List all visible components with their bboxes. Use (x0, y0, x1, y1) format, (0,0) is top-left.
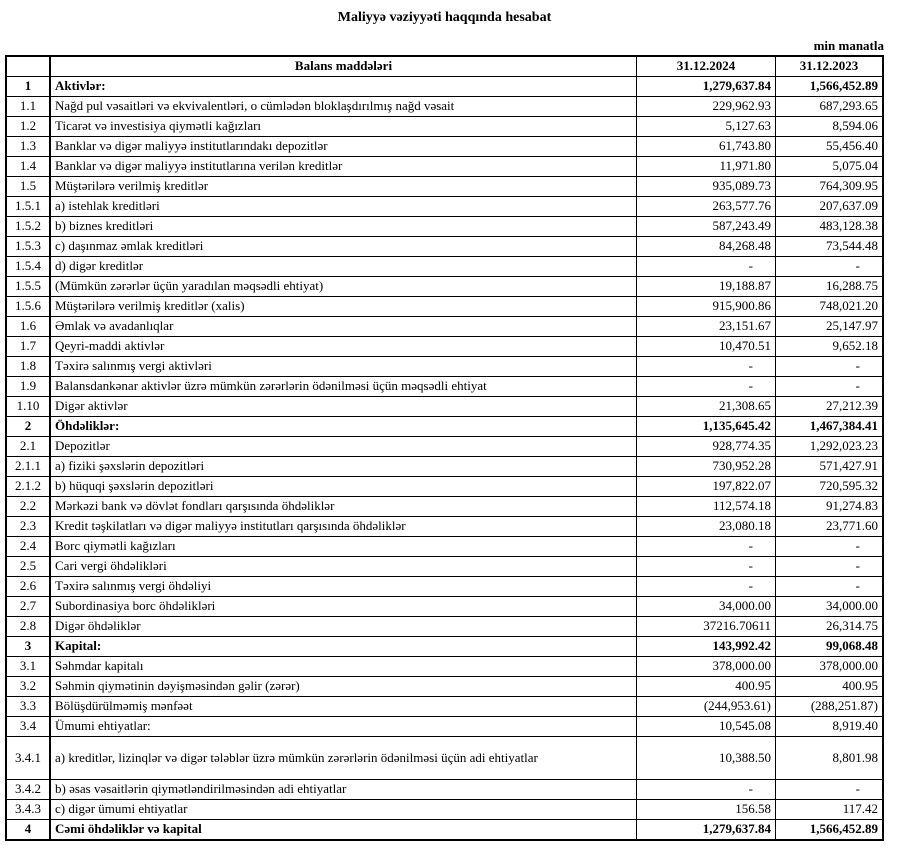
row-value-2024: 928,774.35 (637, 437, 776, 457)
row-value-2023: 27,212.39 (776, 397, 884, 417)
header-balance-items: Balans maddələri (50, 56, 637, 77)
row-value-2024: - (637, 557, 776, 577)
row-value-2024: 400.95 (637, 677, 776, 697)
table-row (6, 497, 883, 517)
table-row (6, 697, 883, 717)
row-label: b) əsas vəsaitlərin qiymətləndirilməsindən adi ehtiyatlar (50, 780, 637, 800)
row-value-2023: 9,652.18 (776, 337, 884, 357)
unit-note: min manatla (813, 38, 884, 53)
row-value-2024: 61,743.80 (637, 137, 776, 157)
row-number: 1.5.2 (6, 217, 50, 237)
row-label: Mərkəzi bank və dövlət fondları qarşısında öhdəliklər (50, 497, 637, 517)
row-value-2023: 99,068.48 (776, 637, 884, 657)
row-value-2023: 1,566,452.89 (776, 820, 884, 841)
table-row (6, 257, 883, 277)
row-value-2023: 34,000.00 (776, 597, 884, 617)
balance-sheet-table (5, 55, 884, 841)
row-label: c) digər ümumi ehtiyatlar (50, 800, 637, 820)
row-value-2024: - (637, 780, 776, 800)
row-value-2024: 5,127.63 (637, 117, 776, 137)
row-value-2024: 730,952.28 (637, 457, 776, 477)
table-row (6, 117, 883, 137)
row-number: 3.4.3 (6, 800, 50, 820)
row-number: 2.2 (6, 497, 50, 517)
row-number: 1.6 (6, 317, 50, 337)
row-value-2023: (288,251.87) (776, 697, 884, 717)
row-number: 3 (6, 637, 50, 657)
row-number: 3.4.1 (6, 737, 50, 780)
table-row (6, 557, 883, 577)
row-number: 1 (6, 77, 50, 97)
table-row (6, 457, 883, 477)
row-number: 2.4 (6, 537, 50, 557)
row-label: d) digər kreditlər (50, 257, 637, 277)
table-row (6, 157, 883, 177)
row-value-2023: - (776, 357, 884, 377)
row-number: 1.1 (6, 97, 50, 117)
table-body (6, 77, 883, 841)
row-value-2024: - (637, 577, 776, 597)
row-value-2024: 21,308.65 (637, 397, 776, 417)
row-label: Bölüşdürülməmiş mənfəət (50, 697, 637, 717)
table-row (6, 237, 883, 257)
row-label: Kredit təşkilatları və digər maliyyə institutları qarşısında öhdəliklər (50, 517, 637, 537)
row-number: 1.4 (6, 157, 50, 177)
table-row (6, 77, 883, 97)
row-number: 1.5.1 (6, 197, 50, 217)
table-row (6, 217, 883, 237)
table-row (6, 780, 883, 800)
table-row (6, 820, 883, 841)
row-value-2024: 915,900.86 (637, 297, 776, 317)
row-number: 3.4 (6, 717, 50, 737)
row-value-2024: - (637, 377, 776, 397)
row-value-2023: 400.95 (776, 677, 884, 697)
row-value-2024: 34,000.00 (637, 597, 776, 617)
row-number: 1.5.5 (6, 277, 50, 297)
row-number: 2.6 (6, 577, 50, 597)
row-value-2023: 1,467,384.41 (776, 417, 884, 437)
row-value-2024: 10,470.51 (637, 337, 776, 357)
row-label: Əmlak və avadanlıqlar (50, 317, 637, 337)
row-number: 2.1.2 (6, 477, 50, 497)
row-label: Digər aktivlər (50, 397, 637, 417)
row-value-2023: 73,544.48 (776, 237, 884, 257)
row-value-2023: 1,292,023.23 (776, 437, 884, 457)
row-number: 2.7 (6, 597, 50, 617)
header-date-2023: 31.12.2023 (776, 56, 884, 77)
page-title: Maliyyə vəziyyəti haqqında hesabat (337, 10, 552, 25)
row-value-2024: 263,577.76 (637, 197, 776, 217)
row-value-2024: 197,822.07 (637, 477, 776, 497)
row-number: 1.7 (6, 337, 50, 357)
row-label: Ümumi ehtiyatlar: (50, 717, 637, 737)
row-value-2023: 764,309.95 (776, 177, 884, 197)
table-row (6, 277, 883, 297)
row-value-2024: - (637, 357, 776, 377)
table-row (6, 377, 883, 397)
table-row (6, 477, 883, 497)
table-row (6, 297, 883, 317)
table-row (6, 737, 883, 780)
row-value-2024: 19,188.87 (637, 277, 776, 297)
row-label: Cari vergi öhdəlikləri (50, 557, 637, 577)
row-value-2023: 748,021.20 (776, 297, 884, 317)
row-value-2023: 25,147.97 (776, 317, 884, 337)
row-number: 1.5 (6, 177, 50, 197)
row-value-2023: 117.42 (776, 800, 884, 820)
table-row (6, 357, 883, 377)
table-row (6, 597, 883, 617)
header-row-number (6, 56, 50, 77)
row-label: a) fiziki şəxslərin depozitləri (50, 457, 637, 477)
row-value-2024: 378,000.00 (637, 657, 776, 677)
row-number: 3.2 (6, 677, 50, 697)
table-row (6, 197, 883, 217)
row-value-2024: 587,243.49 (637, 217, 776, 237)
row-label: Kapital: (50, 637, 637, 657)
row-number: 4 (6, 820, 50, 841)
row-value-2023: 207,637.09 (776, 197, 884, 217)
row-label: Subordinasiya borc öhdəlikləri (50, 597, 637, 617)
row-number: 2.8 (6, 617, 50, 637)
row-label: b) hüquqi şəxslərin depozitləri (50, 477, 637, 497)
table-row (6, 317, 883, 337)
row-label: Digər öhdəliklər (50, 617, 637, 637)
row-label: Borc qiymətli kağızları (50, 537, 637, 557)
row-value-2023: - (776, 780, 884, 800)
row-label: (Mümkün zərərlər üçün yaradılan məqsədli ehtiyat) (50, 277, 637, 297)
row-value-2024: 112,574.18 (637, 497, 776, 517)
row-value-2023: 8,801.98 (776, 737, 884, 780)
row-value-2024: 143,992.42 (637, 637, 776, 657)
row-value-2024: 23,080.18 (637, 517, 776, 537)
row-label: Səhmin qiymətinin dəyişməsindən gəlir (zərər) (50, 677, 637, 697)
table-row (6, 677, 883, 697)
row-number: 2.1 (6, 437, 50, 457)
row-value-2024: 1,135,645.42 (637, 417, 776, 437)
table-head (6, 56, 883, 77)
row-value-2024: 10,545.08 (637, 717, 776, 737)
row-value-2023: 378,000.00 (776, 657, 884, 677)
row-label: Nağd pul vəsaitləri və ekvivalentləri, o cümlədən bloklaşdırılmış nağd vəsait (50, 97, 637, 117)
row-value-2023: 483,128.38 (776, 217, 884, 237)
table-row (6, 417, 883, 437)
row-label: a) kreditlər, lizinqlər və digər tələblər üzrə mümkün zərərlərin ödənilməsi üçün adi ehtiyatlar (50, 737, 637, 780)
row-value-2024: 229,962.93 (637, 97, 776, 117)
row-label: Depozitlər (50, 437, 637, 457)
table-row (6, 717, 883, 737)
table-row (6, 537, 883, 557)
row-number: 1.5.6 (6, 297, 50, 317)
row-value-2024: 1,279,637.84 (637, 77, 776, 97)
row-label: Müştərilərə verilmiş kreditlər (xalis) (50, 297, 637, 317)
table-row (6, 177, 883, 197)
row-value-2023: 571,427.91 (776, 457, 884, 477)
table-row (6, 577, 883, 597)
row-label: Təxirə salınmış vergi öhdəliyi (50, 577, 637, 597)
row-value-2024: 935,089.73 (637, 177, 776, 197)
row-value-2023: - (776, 577, 884, 597)
row-number: 1.3 (6, 137, 50, 157)
row-value-2023: 5,075.04 (776, 157, 884, 177)
header-date-2024: 31.12.2024 (637, 56, 776, 77)
row-value-2024: - (637, 537, 776, 557)
table-row (6, 657, 883, 677)
row-label: c) daşınmaz əmlak kreditləri (50, 237, 637, 257)
row-value-2023: 55,456.40 (776, 137, 884, 157)
table-row (6, 397, 883, 417)
row-number: 2.3 (6, 517, 50, 537)
row-label: a) istehlak kreditləri (50, 197, 637, 217)
table-row (6, 800, 883, 820)
row-value-2023: 23,771.60 (776, 517, 884, 537)
row-value-2023: - (776, 257, 884, 277)
row-value-2023: 8,594.06 (776, 117, 884, 137)
row-label: Qeyri-maddi aktivlər (50, 337, 637, 357)
row-label: Öhdəliklər: (50, 417, 637, 437)
row-value-2023: 720,595.32 (776, 477, 884, 497)
row-number: 2.1.1 (6, 457, 50, 477)
row-value-2024: - (637, 257, 776, 277)
row-label: Aktivlər: (50, 77, 637, 97)
row-number: 3.4.2 (6, 780, 50, 800)
table-header-row (6, 56, 883, 77)
row-number: 1.5.4 (6, 257, 50, 277)
row-value-2023: - (776, 377, 884, 397)
row-value-2023: 26,314.75 (776, 617, 884, 637)
row-value-2024: 156.58 (637, 800, 776, 820)
row-value-2024: 23,151.67 (637, 317, 776, 337)
row-value-2023: 8,919.40 (776, 717, 884, 737)
row-label: Müştərilərə verilmiş kreditlər (50, 177, 637, 197)
row-value-2023: 16,288.75 (776, 277, 884, 297)
row-number: 1.8 (6, 357, 50, 377)
row-number: 1.10 (6, 397, 50, 417)
row-value-2023: - (776, 557, 884, 577)
row-value-2024: 37216.70611 (637, 617, 776, 637)
row-label: Səhmdar kapitalı (50, 657, 637, 677)
row-label: b) biznes kreditləri (50, 217, 637, 237)
row-value-2023: - (776, 537, 884, 557)
row-value-2024: 1,279,637.84 (637, 820, 776, 841)
row-number: 3.1 (6, 657, 50, 677)
row-label: Banklar və digər maliyyə institutlarındakı depozitlər (50, 137, 637, 157)
table-row (6, 637, 883, 657)
row-label: Ticarət və investisiya qiymətli kağızları (50, 117, 637, 137)
table-row (6, 137, 883, 157)
table-row (6, 617, 883, 637)
row-label: Banklar və digər maliyyə institutlarına verilən kreditlər (50, 157, 637, 177)
row-label: Balansdankənar aktivlər üzrə mümkün zərərlərin ödənilməsi üçün məqsədli ehtiyat (50, 377, 637, 397)
table-row (6, 337, 883, 357)
row-value-2023: 687,293.65 (776, 97, 884, 117)
row-value-2024: (244,953.61) (637, 697, 776, 717)
table-row (6, 437, 883, 457)
row-number: 2 (6, 417, 50, 437)
row-number: 1.9 (6, 377, 50, 397)
table-row (6, 97, 883, 117)
row-value-2024: 10,388.50 (637, 737, 776, 780)
row-label: Cəmi öhdəliklər və kapital (50, 820, 637, 841)
row-value-2023: 1,566,452.89 (776, 77, 884, 97)
row-value-2023: 91,274.83 (776, 497, 884, 517)
row-label: Təxirə salınmış vergi aktivləri (50, 357, 637, 377)
row-number: 1.5.3 (6, 237, 50, 257)
row-number: 1.2 (6, 117, 50, 137)
row-value-2024: 11,971.80 (637, 157, 776, 177)
row-number: 3.3 (6, 697, 50, 717)
row-value-2024: 84,268.48 (637, 237, 776, 257)
row-number: 2.5 (6, 557, 50, 577)
table-row (6, 517, 883, 537)
